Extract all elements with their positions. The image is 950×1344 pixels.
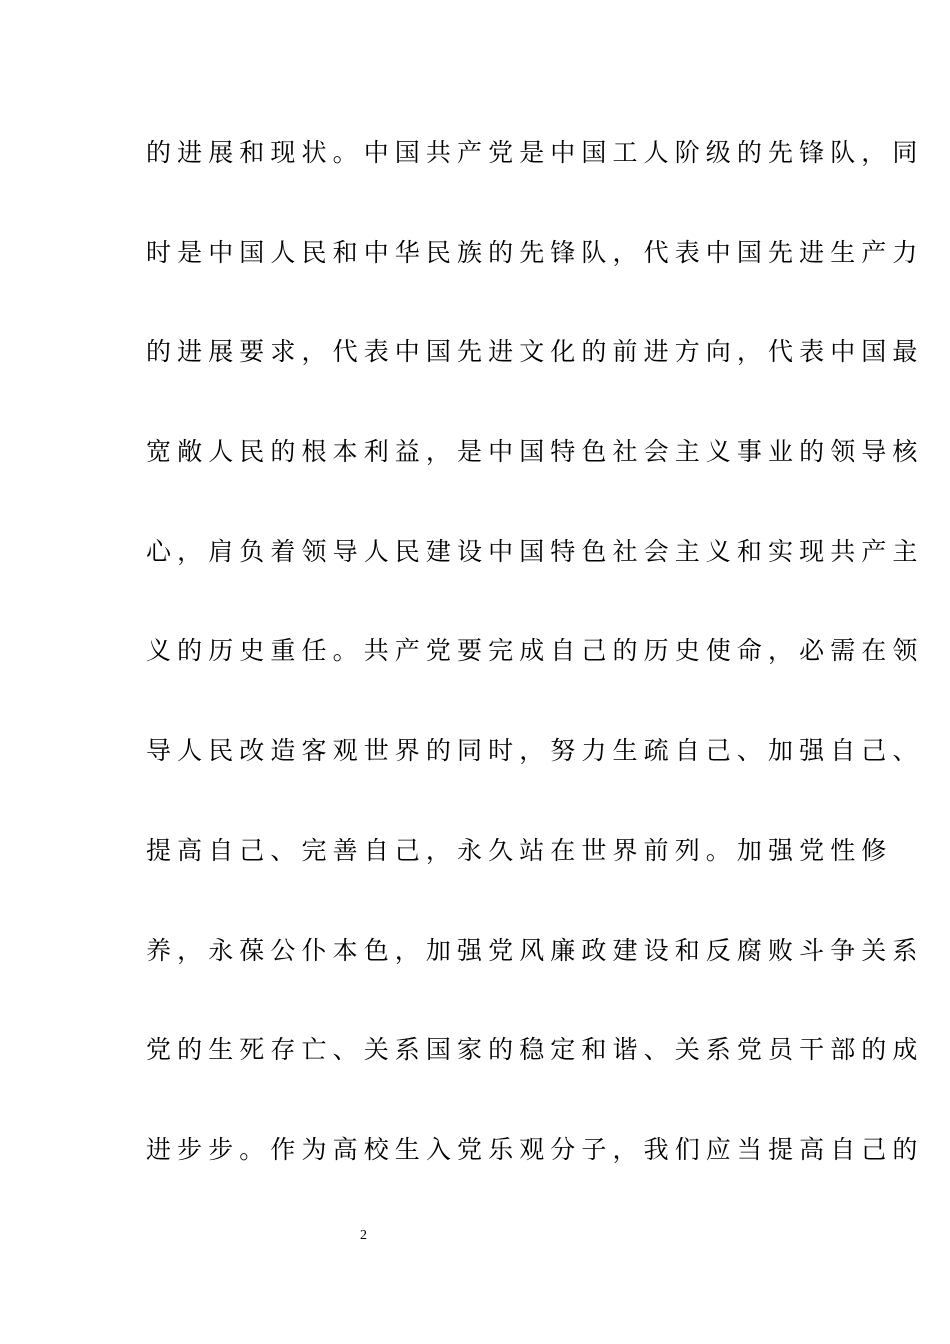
text-line: 义的历史重任。共产党要完成自己的历史使命，必需在领 — [146, 636, 924, 666]
text-line: 心，肩负着领导人民建设中国特色社会主义和实现共产主 — [146, 536, 924, 566]
text-line: 提高自己、完善自己，永久站在世界前列。加强党性修 — [146, 835, 893, 865]
text-line: 党的生死存亡、关系国家的稳定和谐、关系党员干部的成 — [146, 1035, 924, 1065]
text-line: 的进展和现状。中国共产党是中国工人阶级的先锋队，同 — [146, 138, 924, 167]
page-number: 2 — [360, 1228, 367, 1243]
text-line: 进步步。作为高校生入党乐观分子，我们应当提高自己的 — [146, 1134, 924, 1164]
text-line: 导人民改造客观世界的同时，努力生疏自己、加强自己、 — [146, 736, 924, 766]
text-line: 养，永葆公仆本色，加强党风廉政建设和反腐败斗争关系 — [146, 935, 924, 965]
text-line: 时是中国人民和中华民族的先锋队，代表中国先进生产力 — [146, 237, 924, 267]
body-text — [146, 129, 924, 1226]
text-line: 宽敞人民的根本利益，是中国特色社会主义事业的领导核 — [146, 437, 924, 467]
text-line: 的进展要求，代表中国先进文化的前进方向，代表中国最 — [146, 337, 924, 367]
